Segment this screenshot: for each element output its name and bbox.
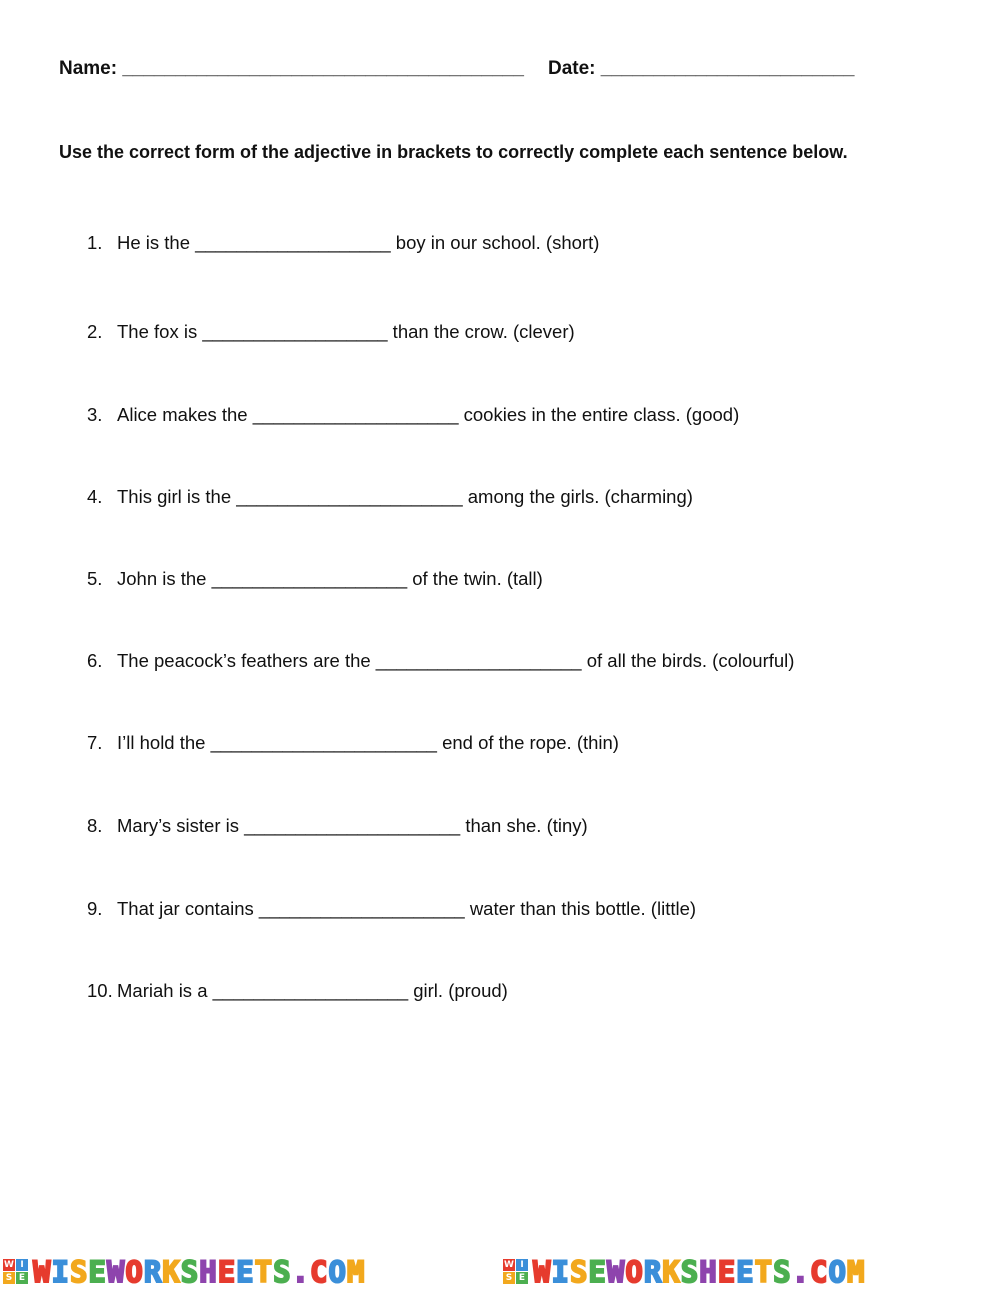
watermark-letter: K — [162, 1255, 181, 1289]
wise-badge-icon: W I S E — [503, 1259, 529, 1285]
watermark-letter: S — [69, 1255, 89, 1289]
watermark-letter: T — [754, 1255, 774, 1289]
question-text[interactable]: I’ll hold the ______________________ end of the rope. (thin) — [117, 732, 619, 753]
name-field[interactable]: Name: ______________________________________ — [59, 58, 524, 79]
watermark-letter: W — [33, 1255, 52, 1289]
watermark-letter: O — [625, 1255, 644, 1289]
watermark-letter: H — [699, 1255, 718, 1289]
watermark-letter: M — [346, 1255, 366, 1289]
watermark-letter: E — [88, 1255, 107, 1289]
question-item — [0, 321, 1000, 347]
watermark-letter: E — [236, 1255, 255, 1289]
watermark-letter: K — [662, 1255, 681, 1289]
watermark-letter: E — [717, 1255, 737, 1289]
watermark-letter: I — [51, 1255, 70, 1289]
question-number: 4. — [87, 486, 103, 507]
question-number: 2. — [87, 321, 103, 342]
question-number: 3. — [87, 404, 103, 425]
question-number: 6. — [87, 650, 103, 671]
question-text[interactable]: The fox is __________________ than the crow. (clever) — [117, 321, 575, 342]
watermark-letter: H — [199, 1255, 218, 1289]
watermark-letter: O — [328, 1255, 347, 1289]
question-text[interactable]: The peacock’s feathers are the ____________________ of all the birds. (colourful) — [117, 650, 795, 671]
question-text[interactable]: He is the ___________________ boy in our school. (short) — [117, 232, 600, 253]
question-text[interactable]: This girl is the ______________________ among the girls. (charming) — [117, 486, 693, 507]
footer-watermark — [0, 1253, 1000, 1291]
watermark-letter: O — [125, 1255, 144, 1289]
watermark-letter: S — [680, 1255, 700, 1289]
question-number: 7. — [87, 732, 103, 753]
watermark-letter: O — [828, 1255, 847, 1289]
question-item — [0, 815, 1000, 841]
question-item — [0, 404, 1000, 430]
question-item — [0, 650, 1000, 676]
watermark-letter: . — [291, 1255, 311, 1289]
header — [59, 58, 959, 88]
question-number: 1. — [87, 232, 103, 253]
question-item — [0, 568, 1000, 594]
question-item — [0, 232, 1000, 258]
watermark-letter: C — [810, 1255, 829, 1289]
watermark-letter: . — [791, 1255, 811, 1289]
question-item — [0, 486, 1000, 512]
question-number: 10. — [87, 980, 113, 1001]
watermark-letter: M — [846, 1255, 866, 1289]
question-text[interactable]: John is the ___________________ of the twin. (tall) — [117, 568, 543, 589]
watermark-letter: W — [533, 1255, 552, 1289]
question-text[interactable]: Mariah is a ___________________ girl. (proud) — [117, 980, 508, 1001]
watermark-letter: T — [254, 1255, 274, 1289]
watermark-letter: E — [588, 1255, 607, 1289]
watermark-letter: R — [143, 1255, 163, 1289]
watermark-letter: S — [273, 1255, 292, 1289]
watermark-letter: R — [643, 1255, 663, 1289]
date-field[interactable]: Date: ________________________ — [548, 58, 855, 79]
watermark-letter: S — [773, 1255, 792, 1289]
question-number: 5. — [87, 568, 103, 589]
watermark-letter: S — [569, 1255, 589, 1289]
question-text[interactable]: Alice makes the ____________________ cookies in the entire class. (good) — [117, 404, 740, 425]
question-item — [0, 980, 1000, 1006]
watermark-letter: E — [736, 1255, 755, 1289]
watermark-letter: I — [551, 1255, 570, 1289]
watermark-letter: C — [310, 1255, 329, 1289]
question-number: 8. — [87, 815, 103, 836]
question-text[interactable]: That jar contains ____________________ water than this bottle. (little) — [117, 898, 697, 919]
question-item — [0, 898, 1000, 924]
instructions: Use the correct form of the adjective in brackets to correctly complete each sentence below. — [59, 142, 848, 162]
question-item — [0, 732, 1000, 758]
question-text[interactable]: Mary’s sister is _____________________ than she. (tiny) — [117, 815, 588, 836]
watermark-text — [33, 1255, 365, 1289]
watermark-letter: W — [606, 1255, 626, 1289]
wise-badge-icon: W I S E — [3, 1259, 29, 1285]
watermark-letter: S — [180, 1255, 200, 1289]
question-number: 9. — [87, 898, 103, 919]
watermark-letter: W — [106, 1255, 126, 1289]
watermark-text — [533, 1255, 865, 1289]
watermark-letter: E — [217, 1255, 237, 1289]
